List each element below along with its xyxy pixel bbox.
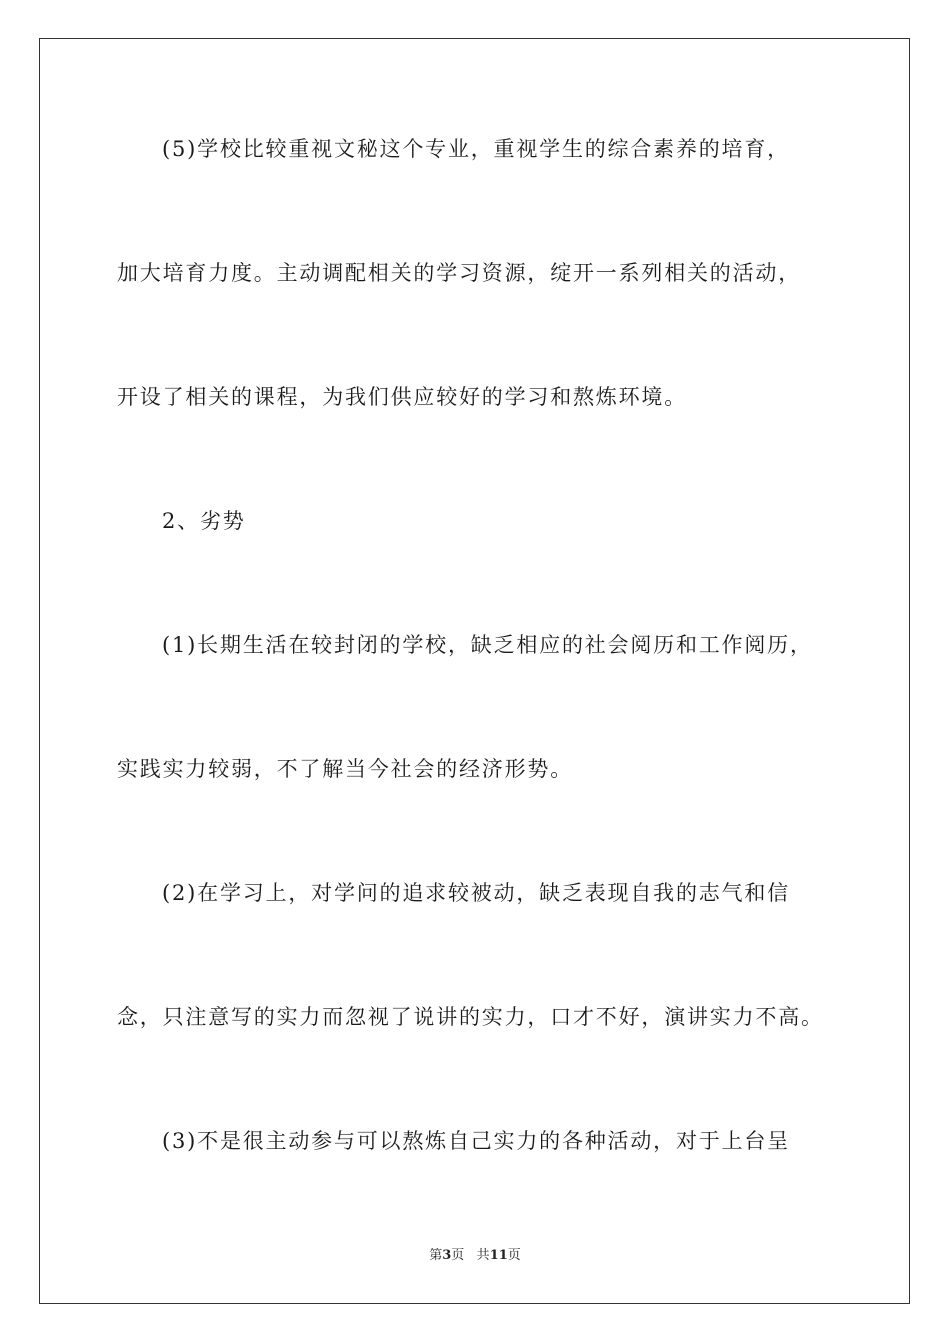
paragraph-5-line-3: 开设了相关的课程，为我们供应较好的学习和熬炼环境。	[117, 385, 687, 409]
paragraph-5-line-1: (5)学校比较重视文秘这个专业，重视学生的综合素养的培育，	[162, 137, 790, 161]
paragraph-2-line-2: 念，只注意写的实力而忽视了说讲的实力，口才不好，演讲实力不高。	[117, 1005, 824, 1029]
total-pages: 11	[489, 1248, 508, 1263]
paragraph-1-line-1: (1)长期生活在较封闭的学校，缺乏相应的社会阅历和工作阅历，	[162, 633, 813, 657]
page-border	[39, 38, 910, 1304]
page-prefix: 第	[429, 1248, 443, 1263]
paragraph-2-line-1: (2)在学习上，对学问的追求较被动，缺乏表现自我的志气和信	[162, 881, 790, 905]
section-heading-weaknesses: 2、劣势	[162, 509, 246, 533]
total-suffix: 页	[507, 1248, 521, 1263]
paragraph-1-line-2: 实践实力较弱，不了解当今社会的经济形势。	[117, 757, 573, 781]
total-prefix: 共	[476, 1248, 490, 1263]
paragraph-3-line-1: (3)不是很主动参与可以熬炼自己实力的各种活动，对于上台呈	[162, 1129, 790, 1153]
page-suffix: 页	[451, 1248, 465, 1263]
paragraph-5-line-2: 加大培育力度。主动调配相关的学习资源，绽开一系列相关的活动，	[117, 261, 801, 285]
page-number: 3	[442, 1248, 452, 1263]
page-footer	[0, 1246, 950, 1266]
